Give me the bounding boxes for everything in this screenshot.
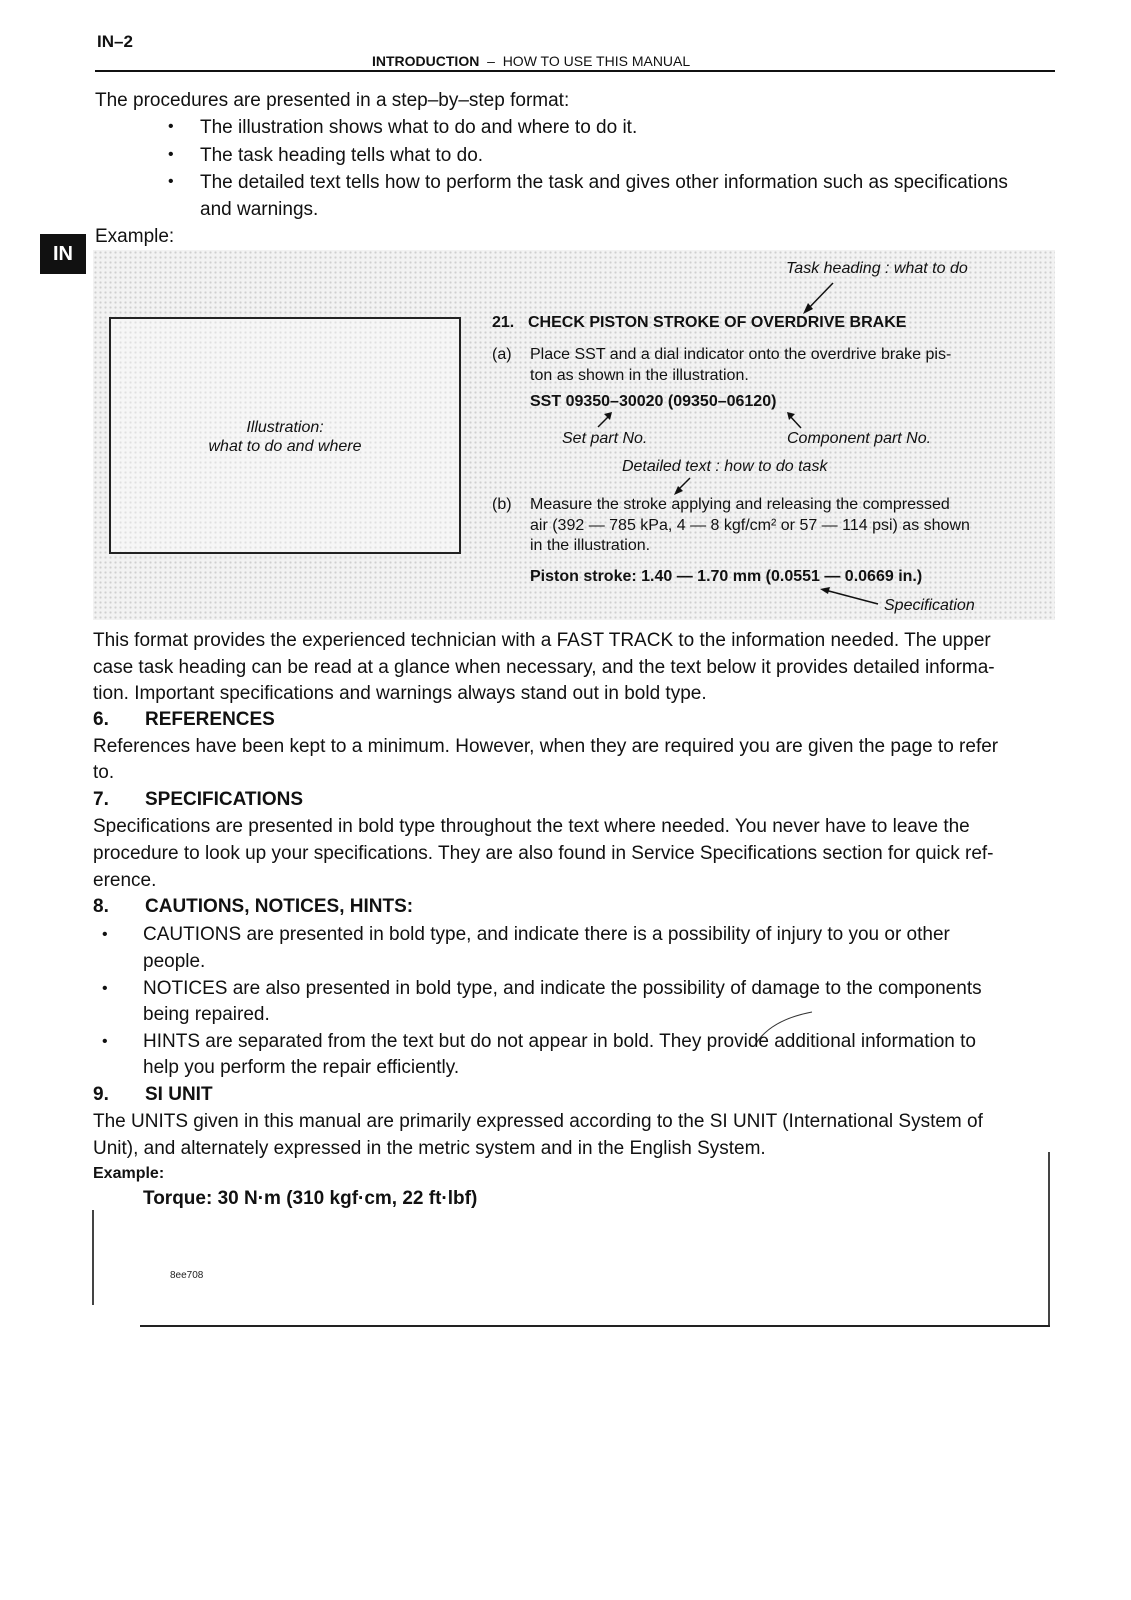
step-b-line3: in the illustration. bbox=[530, 537, 651, 554]
si-unit-line2: Unit), and alternately expressed in the metric system and in the English System. bbox=[93, 1138, 766, 1159]
running-header bbox=[372, 53, 690, 69]
section-heading-specifications: SPECIFICATIONS bbox=[145, 789, 303, 810]
bullet-dot: • bbox=[102, 926, 108, 943]
caution-item-3-line1: HINTS are separated from the text but do not appear in bold. They provide additional information to bbox=[143, 1031, 976, 1052]
section-number: 7. bbox=[93, 789, 109, 810]
bullet-dot: • bbox=[168, 173, 174, 190]
step-number: 21. bbox=[492, 314, 515, 331]
step-b-line2: air (392 — 785 kPa, 4 — 8 kgf/cm² or 57 — 114 psi) as shown bbox=[530, 517, 970, 534]
task-heading-note: Task heading : what to do bbox=[786, 260, 968, 277]
detailed-text-note: Detailed text : how to do task bbox=[622, 458, 828, 475]
caution-item-1-line1: CAUTIONS are presented in bold type, and indicate there is a possibility of injury to you or other bbox=[143, 924, 950, 945]
header-rule bbox=[95, 70, 1055, 72]
step-a-label: (a) bbox=[492, 346, 512, 363]
frame-bottom-rule bbox=[140, 1325, 1050, 1327]
torque-example: Torque: 30 N·m (310 kgf·cm, 22 ft·lbf) bbox=[143, 1188, 478, 1209]
example-label: Example: bbox=[95, 226, 175, 247]
section-tab: IN bbox=[40, 234, 86, 274]
bullet-dot: • bbox=[102, 1033, 108, 1050]
caution-item-2-line1: NOTICES are also presented in bold type, and indicate the possibility of damage to the components bbox=[143, 978, 982, 999]
section-heading-cautions: CAUTIONS, NOTICES, HINTS: bbox=[145, 896, 414, 917]
component-part-note: Component part No. bbox=[787, 430, 932, 447]
illustration-caption-line2: what to do and where bbox=[208, 438, 362, 455]
subsection-title: HOW TO USE THIS MANUAL bbox=[502, 53, 691, 69]
format-para-line1: This format provides the experienced technician with a FAST TRACK to the information needed. The upper bbox=[93, 630, 991, 651]
caution-item-1-line2: people. bbox=[143, 951, 206, 972]
caution-item-2-line2: being repaired. bbox=[143, 1004, 270, 1025]
section-number: 8. bbox=[93, 896, 109, 917]
intro-bullet-3: The detailed text tells how to perform the task and gives other information such as specifications bbox=[200, 172, 1008, 193]
references-line2: to. bbox=[93, 762, 115, 783]
specification-note: Specification bbox=[884, 597, 975, 614]
intro-bullet-1: The illustration shows what to do and where to do it. bbox=[200, 117, 638, 138]
section-heading-references: REFERENCES bbox=[145, 709, 275, 730]
step-a-line1: Place SST and a dial indicator onto the overdrive brake pis- bbox=[530, 346, 952, 363]
illustration-caption-line1: Illustration: bbox=[246, 419, 324, 436]
bullet-dot: • bbox=[168, 118, 174, 135]
section-number: 9. bbox=[93, 1084, 109, 1105]
frame-left-rule bbox=[92, 1210, 94, 1305]
intro-bullet-3-cont: and warnings. bbox=[200, 199, 319, 220]
si-unit-line1: The UNITS given in this manual are primarily expressed according to the SI UNIT (International System of bbox=[93, 1111, 983, 1132]
si-example-label: Example: bbox=[93, 1165, 165, 1182]
specifications-line3: erence. bbox=[93, 870, 157, 891]
frame-right-rule bbox=[1048, 1152, 1050, 1327]
format-para-line2: case task heading can be read at a glance when necessary, and the text below it provides detailed informa- bbox=[93, 657, 995, 678]
header-separator: – bbox=[487, 53, 495, 69]
intro-lead: The procedures are presented in a step–by–step format: bbox=[95, 90, 570, 111]
section-number: 6. bbox=[93, 709, 109, 730]
bullet-dot: • bbox=[102, 980, 108, 997]
step-a-line2: ton as shown in the illustration. bbox=[530, 367, 749, 384]
format-para-line3: tion. Important specifications and warnings always stand out in bold type. bbox=[93, 683, 707, 704]
illustration-caption bbox=[170, 418, 400, 456]
specifications-line2: procedure to look up your specifications. They are also found in Service Specifications section for quick ref- bbox=[93, 843, 994, 864]
step-b-line1: Measure the stroke applying and releasing the compressed bbox=[530, 496, 950, 513]
step-b-label: (b) bbox=[492, 496, 512, 513]
caution-item-3-line2: help you perform the repair efficiently. bbox=[143, 1057, 460, 1078]
step-title: CHECK PISTON STROKE OF OVERDRIVE BRAKE bbox=[528, 314, 907, 331]
section-heading-si-unit: SI UNIT bbox=[145, 1084, 213, 1105]
intro-bullet-2: The task heading tells what to do. bbox=[200, 145, 484, 166]
section-title: INTRODUCTION bbox=[372, 53, 480, 69]
specifications-line1: Specifications are presented in bold type throughout the text where needed. You never have to leave the bbox=[93, 816, 970, 837]
references-line1: References have been kept to a minimum. However, when they are required you are given the page to refer bbox=[93, 736, 999, 757]
page-number: IN–2 bbox=[97, 32, 133, 51]
piston-stroke-spec: Piston stroke: 1.40 — 1.70 mm (0.0551 — 0.0669 in.) bbox=[530, 568, 923, 585]
sst-number: SST 09350–30020 (09350–06120) bbox=[530, 393, 777, 410]
figure-code: 8ee708 bbox=[170, 1270, 204, 1281]
bullet-dot: • bbox=[168, 146, 174, 163]
set-part-note: Set part No. bbox=[562, 430, 648, 447]
